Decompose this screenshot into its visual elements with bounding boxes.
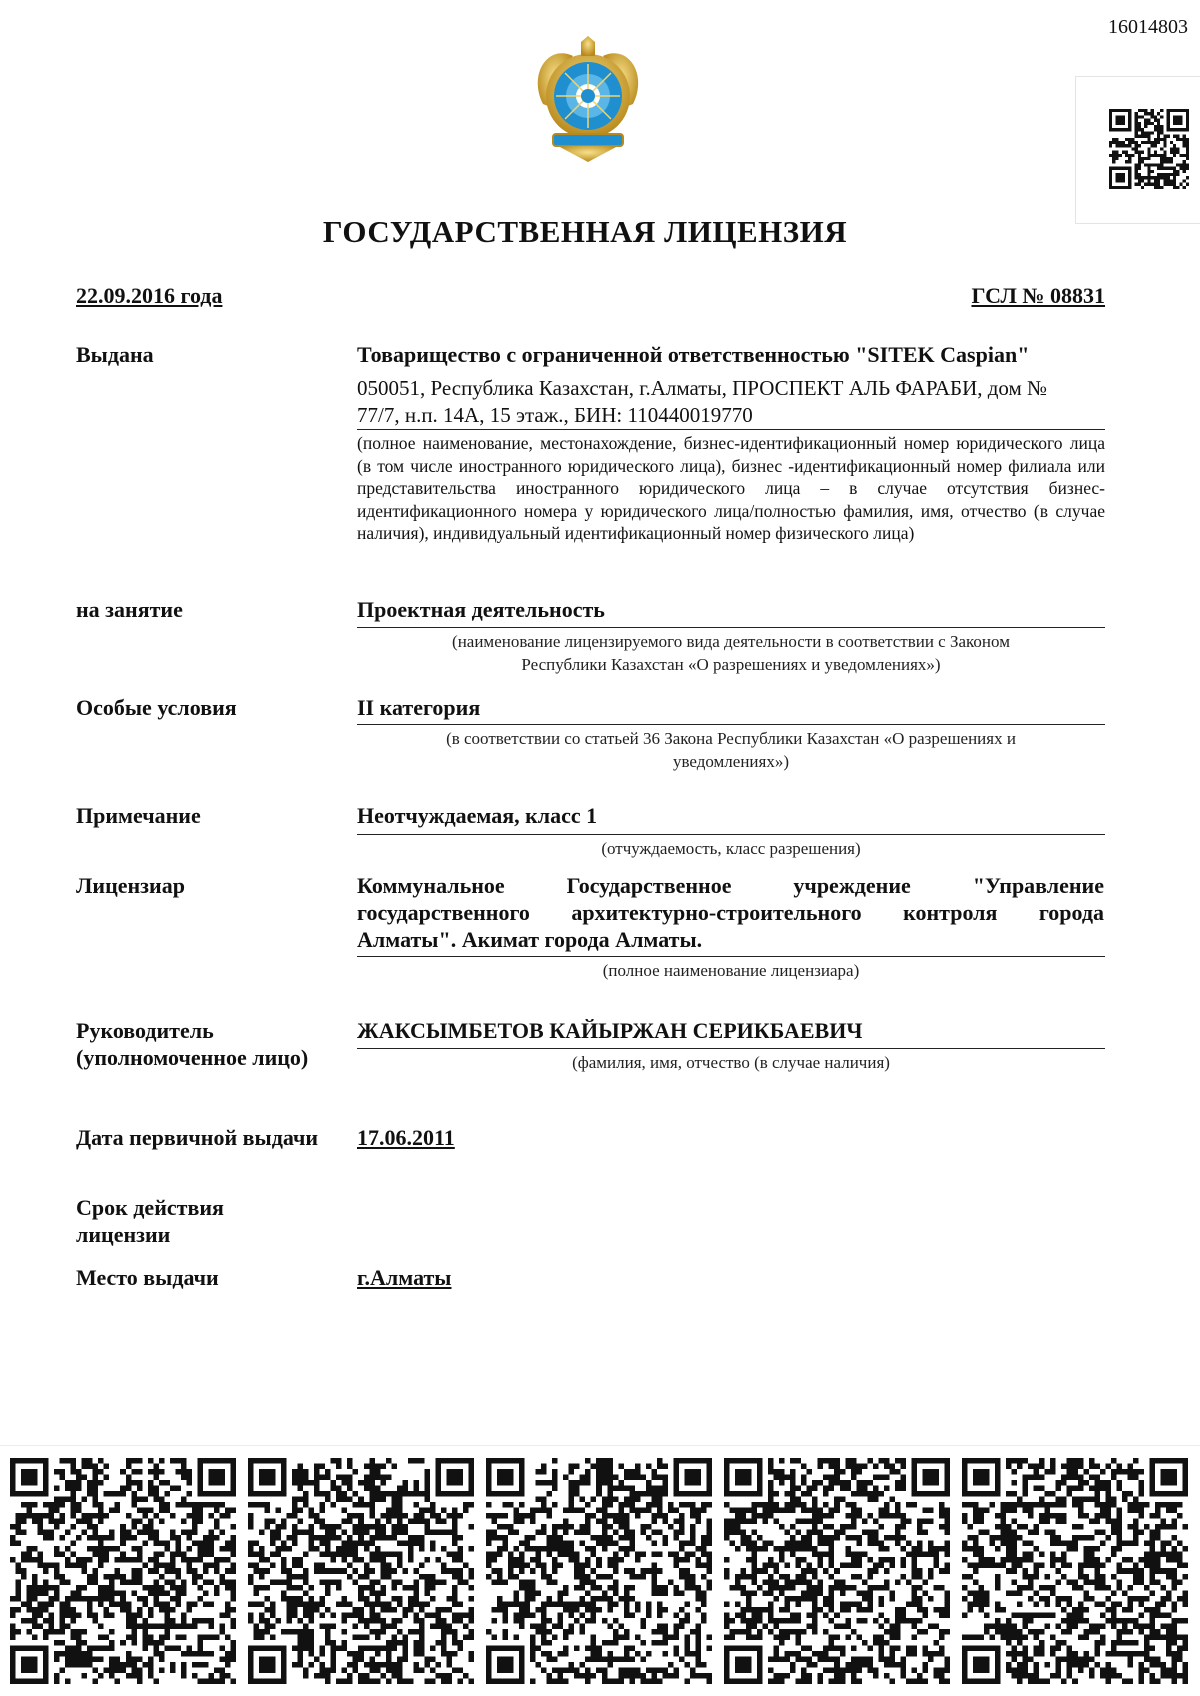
head-underline [357,1048,1105,1049]
head-name: ЖАКСЫМБЕТОВ КАЙЫРЖАН СЕРИКБАЕВИЧ [357,1018,863,1043]
label-head-line2: (уполномоченное лицо) [76,1045,309,1070]
licensor-line3: Алматы". Акимат города Алматы. [357,927,703,952]
qr-code-icon [1109,109,1189,189]
first-issue-date: 17.06.2011 [357,1125,455,1150]
label-activity: на занятие [76,597,183,622]
conditions-hint-line2: уведомлениях») [672,752,790,771]
label-validity-line2: лицензии [76,1222,171,1247]
licensor-underline [357,956,1105,957]
conditions-value: II категория [357,695,481,720]
label-first-issue: Дата первичной выдачи [76,1125,319,1150]
document-title: ГОСУДАРСТВЕННАЯ ЛИЦЕНЗИЯ [322,214,848,249]
activity-value: Проектная деятельность [357,597,605,622]
label-licensor: Лицензиар [76,873,185,898]
licensor-line1: Коммунальное Государственное учреждение "Управление [357,873,1104,898]
note-underline [357,834,1105,835]
label-conditions: Особые условия [76,695,237,720]
issue-date: 22.09.2016 года [76,283,223,308]
conditions-hint-line1: (в соответствии со статьей 36 Закона Республики Казахстан «О разрешениях и [446,729,1016,748]
activity-underline [357,627,1105,628]
issued-underline [357,429,1105,430]
licensor-hint: (полное наименование лицензиара) [602,961,860,980]
label-validity-line1: Срок действия [76,1195,224,1220]
qr-top-frame [1075,76,1200,224]
qr-code-icon [248,1458,474,1684]
note-hint: (отчуждаемость, класс разрешения) [601,839,861,858]
licensee-address-line1: 050051, Республика Казахстан, г.Алматы, ПРОСПЕКТ АЛЬ ФАРАБИ, дом № [357,376,1048,400]
label-place: Место выдачи [76,1265,219,1290]
qr-code-icon [486,1458,712,1684]
state-emblem-icon [523,34,653,164]
qr-code-strip [0,1445,1200,1696]
activity-hint-line2: Республики Казахстан «О разрешениях и уведомлениях») [521,655,941,674]
licensee-address-line2: 77/7, н.п. 14А, 15 этаж., БИН: 110440019770 [357,403,753,427]
license-number: ГСЛ № 08831 [971,283,1105,308]
activity-hint-line1: (наименование лицензируемого вида деятельности в соответствии с Законом [452,632,1010,651]
licensee-name: Товарищество с ограниченной ответственностью "SITEK Caspian" [357,342,1030,367]
label-note: Примечание [76,803,201,828]
licensor-line2: государственного архитектурно-строительного контроля города [357,900,1104,925]
qr-code-icon [10,1458,236,1684]
issued-hint: (полное наименование, местонахождение, бизнес-идентификационный номер юридического лица (в том числе иностранного юридического лица), бизнес -идентификационный номер филиала или представительства иностранного юридического лица – в случае отсутствия бизнес-идентификационного номера у юридического лица/полностью фамилия, имя, отчество (в случае наличия), индивидуальный идентификационный номер физического лица) [357,433,1105,544]
head-hint: (фамилия, имя, отчество (в случае наличия) [572,1053,890,1072]
note-value: Неотчуждаемая, класс 1 [357,803,598,828]
qr-code-icon [962,1458,1188,1684]
conditions-underline [357,724,1105,725]
document-number: 16014803 [1108,16,1188,38]
label-issued: Выдана [76,342,154,367]
label-head-line1: Руководитель [76,1018,214,1043]
place-value: г.Алматы [357,1265,452,1290]
qr-code-icon [724,1458,950,1684]
